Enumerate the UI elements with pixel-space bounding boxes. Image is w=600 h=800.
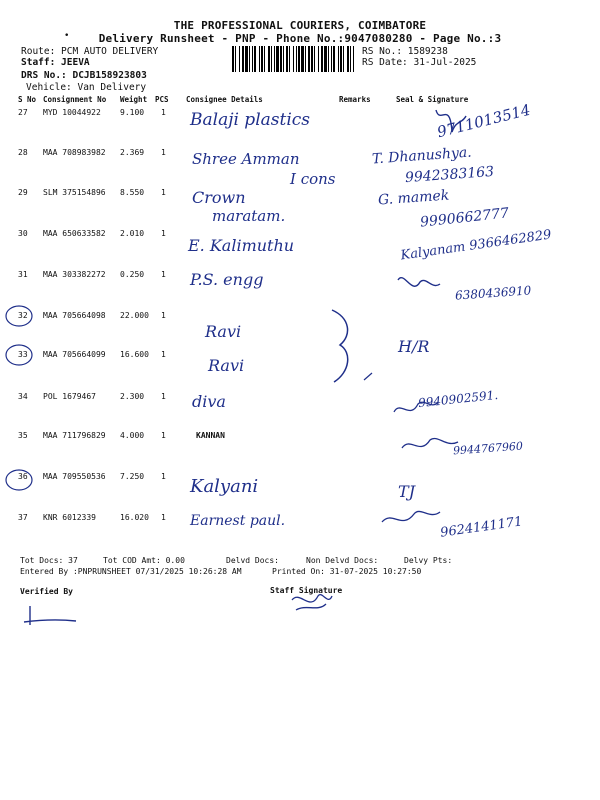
col-seal-signature: Seal & Signature bbox=[396, 95, 469, 104]
row-consignment-no: MYD 10044922 bbox=[43, 108, 101, 117]
handwritten-signature: H/R bbox=[398, 337, 430, 356]
drs-label: DRS No.: DCJB158923803 bbox=[21, 70, 147, 81]
row-pcs: 1 bbox=[161, 108, 166, 117]
handwritten-signature: Kalyanam 9366462829 bbox=[399, 227, 553, 264]
rs-date: RS Date: 31-Jul-2025 bbox=[362, 57, 477, 68]
handwritten-consignee: Ravi bbox=[208, 356, 245, 375]
total-cod-amount: Tot COD Amt: 0.00 bbox=[103, 556, 185, 565]
handwritten-consignee: Ravi bbox=[205, 322, 242, 341]
row-weight: 2.300 bbox=[120, 392, 145, 401]
handwritten-signature: 6380436910 bbox=[454, 283, 532, 303]
row-pcs: 1 bbox=[161, 392, 166, 401]
staff-signature-label: Staff Signature bbox=[270, 586, 343, 595]
row-pcs: 1 bbox=[161, 472, 166, 481]
row-weight: 2.369 bbox=[120, 148, 145, 157]
staff-label: Staff: JEEVA bbox=[21, 57, 90, 68]
row-sno: 34 bbox=[18, 392, 28, 401]
row-sno: 29 bbox=[18, 188, 28, 197]
row-consignment-no: KNR 6012339 bbox=[43, 513, 96, 522]
col-consignment: Consignment No bbox=[43, 95, 107, 104]
row-sno: 33 bbox=[18, 350, 28, 359]
circle-mark-33 bbox=[6, 345, 32, 365]
row-consignment-no: MAA 709550536 bbox=[43, 472, 106, 481]
route-label: Route: PCM AUTO DELIVERY bbox=[21, 46, 159, 57]
row-weight: 16.600 bbox=[120, 350, 149, 359]
row-weight: 0.250 bbox=[120, 270, 145, 279]
printed-on: Printed On: 31-07-2025 10:27:50 bbox=[272, 567, 422, 576]
handwritten-consignee: diva bbox=[192, 392, 226, 411]
handwritten-consignee-line2: I cons bbox=[290, 170, 336, 188]
row-sno: 35 bbox=[18, 431, 28, 440]
row-consignee: KANNAN bbox=[196, 431, 225, 440]
col-consignee: Consignee Details bbox=[186, 95, 263, 104]
row-consignment-no: MAA 705664099 bbox=[43, 350, 106, 359]
non-delivered-docs: Non Delvd Docs: bbox=[306, 556, 379, 565]
row-pcs: 1 bbox=[161, 148, 166, 157]
handwritten-signature: TJ bbox=[398, 482, 416, 501]
handwritten-signature: 9944767960 bbox=[452, 439, 524, 458]
entered-by: Entered By :PNPRUNSHEET 07/31/2025 10:26:28 AM bbox=[20, 567, 242, 576]
row-consignment-no: SLM 375154896 bbox=[43, 188, 106, 197]
row-weight: 7.250 bbox=[120, 472, 145, 481]
col-weight: Weight bbox=[120, 95, 148, 104]
row-pcs: 1 bbox=[161, 270, 166, 279]
handwritten-consignee: Crown bbox=[192, 188, 246, 207]
row-weight: 4.000 bbox=[120, 431, 145, 440]
row-sno: 36 bbox=[18, 472, 28, 481]
row-sno: 30 bbox=[18, 229, 28, 238]
row-weight: 2.010 bbox=[120, 229, 145, 238]
row-pcs: 1 bbox=[161, 431, 166, 440]
brace-mark bbox=[332, 310, 348, 382]
circle-mark-36 bbox=[6, 470, 32, 490]
row-sno: 31 bbox=[18, 270, 28, 279]
row-pcs: 1 bbox=[161, 513, 166, 522]
row-sno: 28 bbox=[18, 148, 28, 157]
handwritten-signature: G. mamek bbox=[377, 187, 450, 209]
rs-number: RS No.: 1589238 bbox=[362, 46, 448, 57]
handwritten-signature: 9940902591. bbox=[417, 387, 499, 411]
delivered-docs: Delvd Docs: bbox=[226, 556, 279, 565]
row-sno: 32 bbox=[18, 311, 28, 320]
vehicle-label: Vehicle: Van Delivery bbox=[26, 82, 147, 93]
row-consignment-no: MAA 650633582 bbox=[43, 229, 106, 238]
handwritten-consignee: E. Kalimuthu bbox=[188, 236, 295, 255]
col-pcs: PCS bbox=[155, 95, 169, 104]
col-sno: S No bbox=[18, 95, 37, 104]
row-weight: 9.100 bbox=[120, 108, 145, 117]
row-consignment-no: MAA 705664098 bbox=[43, 311, 106, 320]
circle-mark-32 bbox=[6, 306, 32, 326]
delivery-points: Delvy Pts: bbox=[404, 556, 453, 565]
row-weight: 16.020 bbox=[120, 513, 149, 522]
handwritten-consignee: P.S. engg bbox=[190, 270, 264, 289]
verified-signature bbox=[24, 606, 76, 625]
signature-37 bbox=[382, 511, 440, 522]
row-weight: 22.000 bbox=[120, 311, 149, 320]
row-weight: 8.550 bbox=[120, 188, 145, 197]
row-sno: 37 bbox=[18, 513, 28, 522]
runsheet-subtitle: Delivery Runsheet - PNP - Phone No.:9047080280 - Page No.:3 bbox=[98, 32, 502, 45]
row-sno: 27 bbox=[18, 108, 28, 117]
handwritten-signature: 9711013514 bbox=[435, 100, 533, 142]
handwritten-consignee: Kalyani bbox=[190, 476, 259, 497]
row-consignment-no: POL 1679467 bbox=[43, 392, 96, 401]
row-consignment-no: MAA 303382272 bbox=[43, 270, 106, 279]
header-dot: • bbox=[64, 31, 70, 41]
total-docs: Tot Docs: 37 bbox=[20, 556, 78, 565]
staff-signature-ink bbox=[292, 595, 332, 610]
row-pcs: 1 bbox=[161, 311, 166, 320]
signature-35 bbox=[402, 438, 458, 448]
company-title: THE PROFESSIONAL COURIERS, COIMBATORE bbox=[173, 19, 427, 32]
signature-31 bbox=[398, 278, 440, 287]
handwritten-signature: T. Dhanushya. bbox=[371, 144, 473, 168]
handwritten-signature: 9624141171 bbox=[439, 514, 524, 541]
handwritten-consignee: Balaji plastics bbox=[190, 110, 311, 130]
row-consignment-no: MAA 708983982 bbox=[43, 148, 106, 157]
handwritten-signature-line2: 9990662777 bbox=[419, 205, 510, 231]
handwritten-signature-line2: 9942383163 bbox=[404, 163, 495, 187]
handwritten-consignee-line2: maratam. bbox=[212, 207, 286, 225]
row-pcs: 1 bbox=[161, 350, 166, 359]
row-consignment-no: MAA 711796829 bbox=[43, 431, 106, 440]
handwritten-consignee: Shree Amman bbox=[192, 150, 300, 168]
row-pcs: 1 bbox=[161, 229, 166, 238]
handwritten-consignee: Earnest paul. bbox=[190, 513, 286, 529]
row-pcs: 1 bbox=[161, 188, 166, 197]
col-remarks: Remarks bbox=[339, 95, 371, 104]
verified-by-label: Verified By bbox=[20, 587, 73, 596]
